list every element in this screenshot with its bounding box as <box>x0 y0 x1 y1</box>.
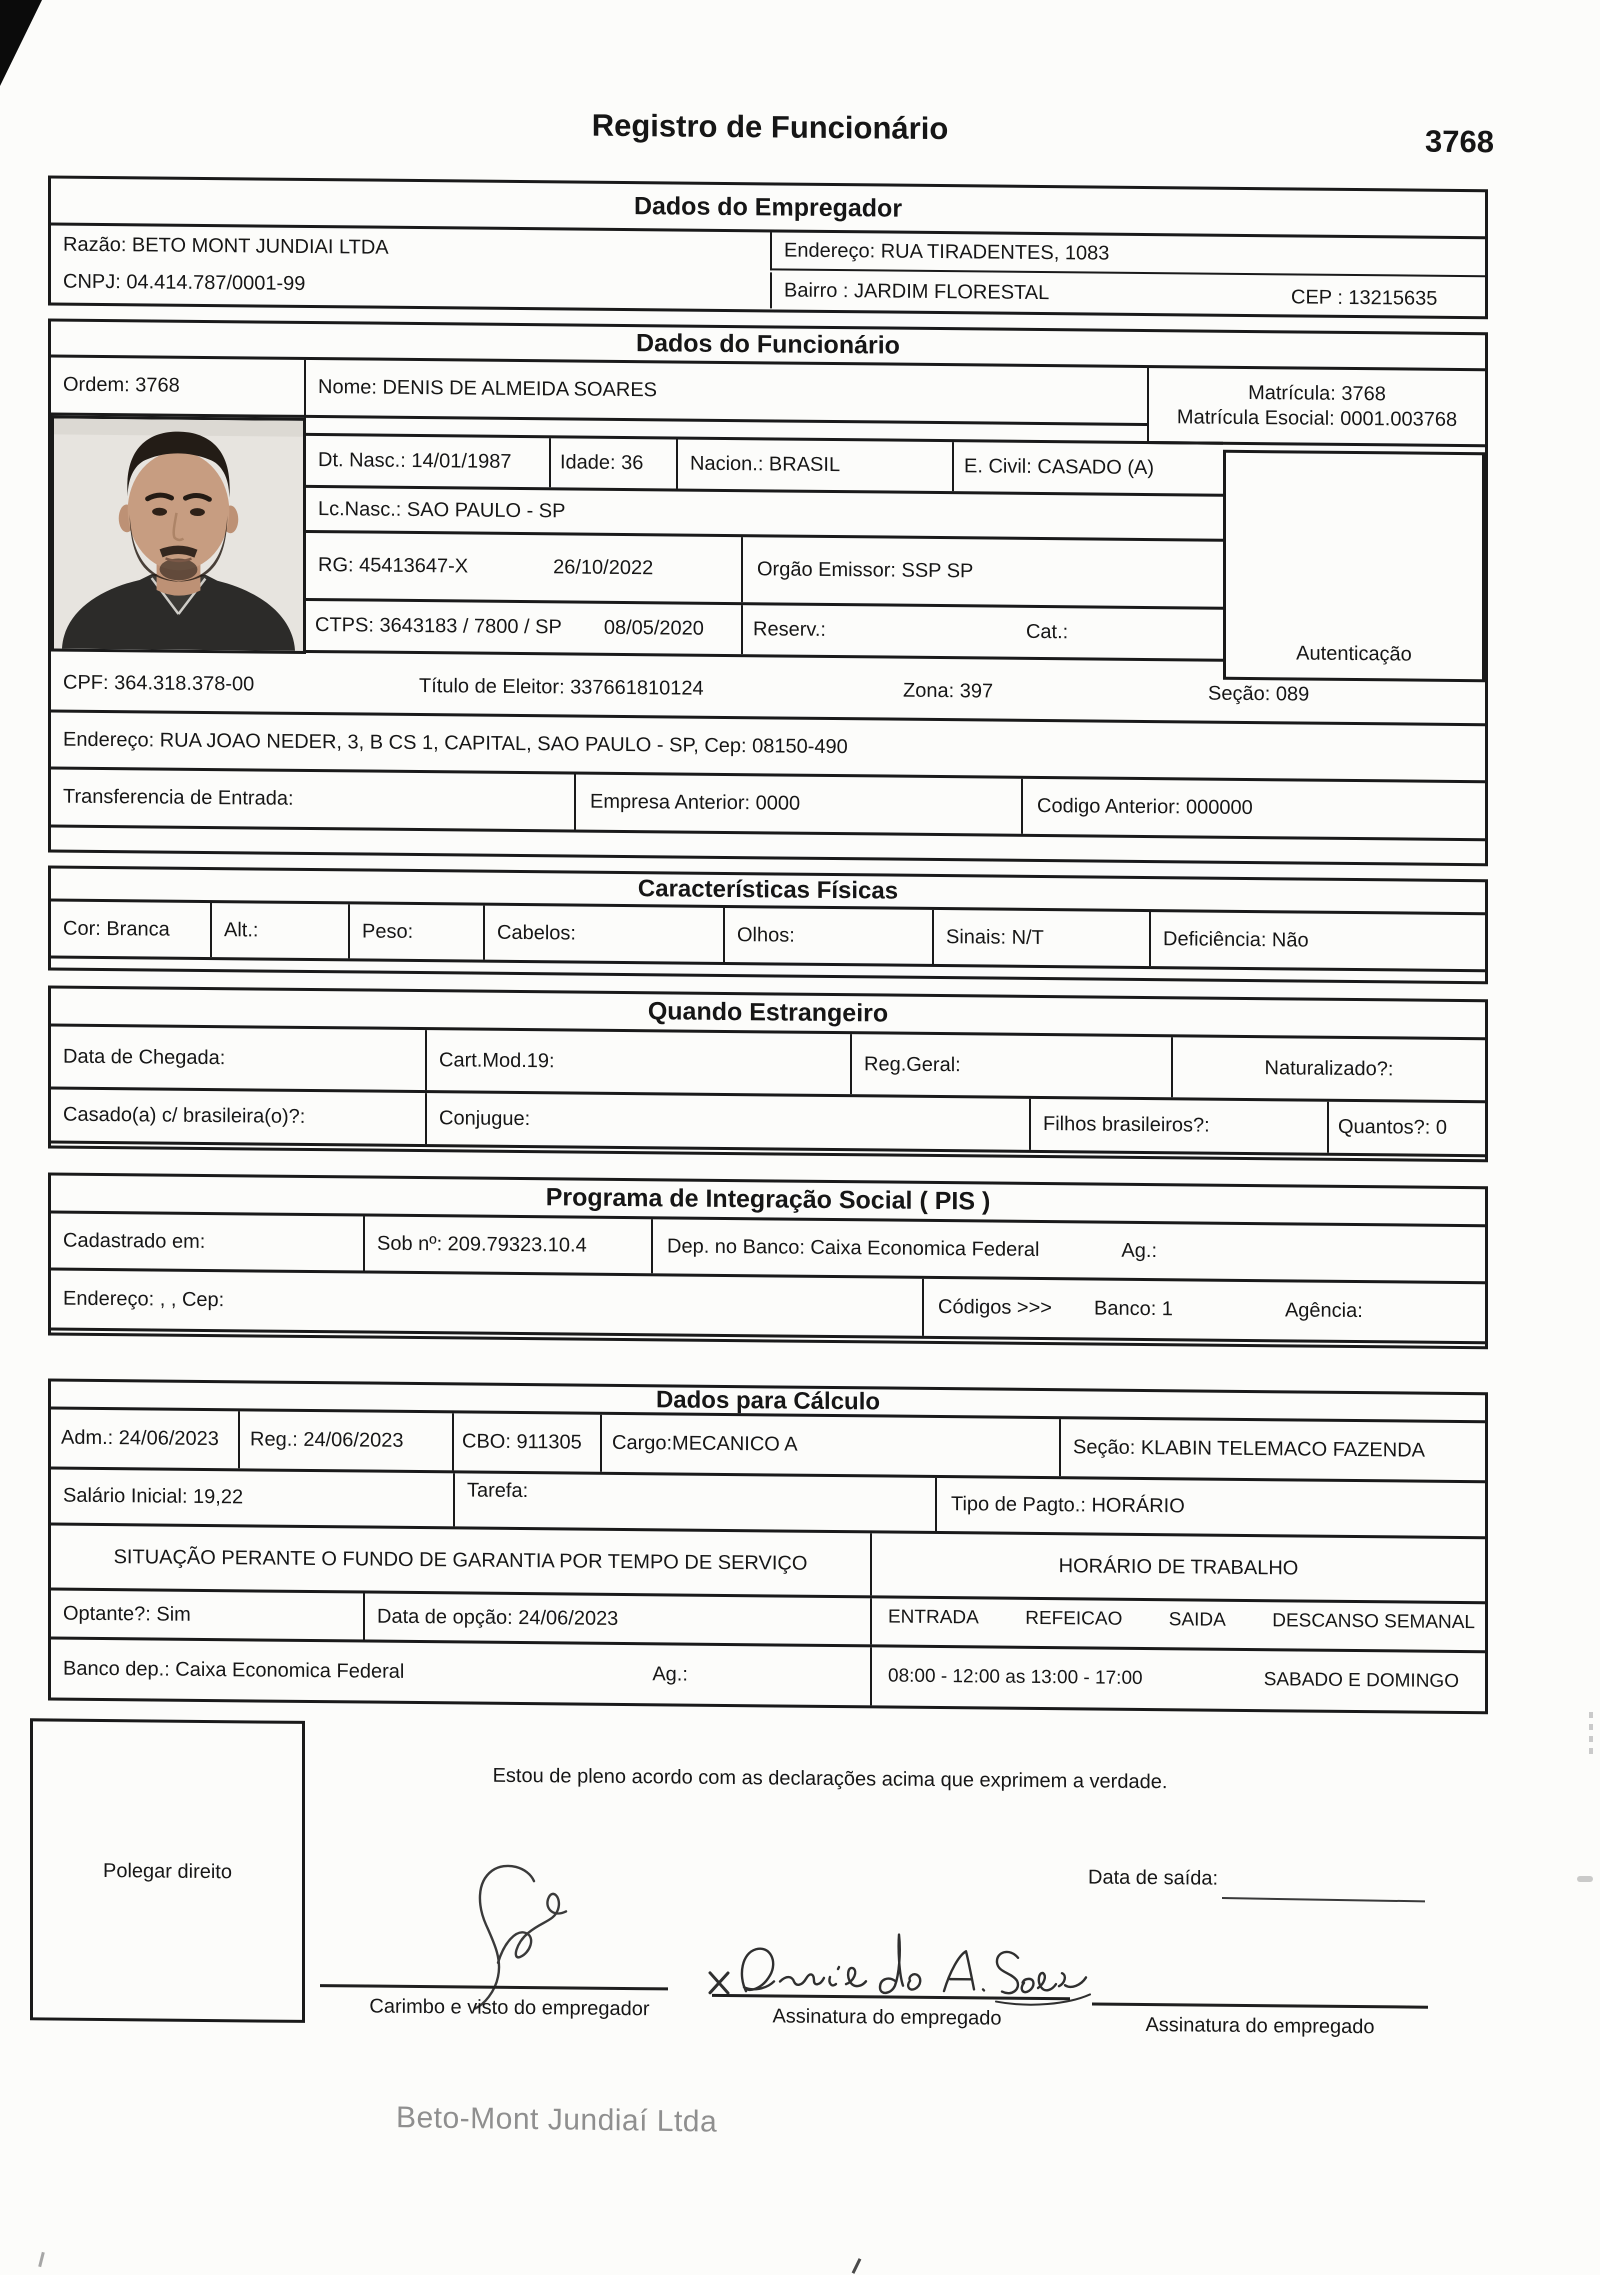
field-nome: Nome: DENIS DE ALMEIDA SOARES <box>306 360 1147 426</box>
field-banco: Banco: 1 <box>1093 1297 1173 1321</box>
field-titulo-eleitor: Título de Eleitor: 337661810124 <box>419 674 704 700</box>
field-filhos-brasileiros: Filhos brasileiros?: <box>1031 1099 1329 1153</box>
section-header-calculo: Dados para Cálculo <box>51 1381 1485 1423</box>
field-tarefa: Tarefa: <box>455 1473 937 1531</box>
section-dados-empregador <box>48 175 1488 319</box>
field-tipo-pagto: Tipo de Pagto.: HORÁRIO <box>951 1493 1185 1518</box>
field-cadastrado-em: Cadastrado em: <box>51 1213 365 1270</box>
employee-photo <box>54 419 303 651</box>
section-dados-funcionario <box>48 318 1488 866</box>
section-header-empregador: Dados do Empregador <box>51 178 1485 239</box>
field-deficiencia: Deficiência: Não <box>1163 927 1309 952</box>
field-ctps: CTPS: 3643183 / 7800 / SP <box>315 614 562 639</box>
field-secao-trabalho: Seção: KLABIN TELEMACO FAZENDA <box>1073 1436 1425 1462</box>
field-data-opcao: Data de opção: 24/06/2023 <box>365 1594 872 1645</box>
section-header-fisicas: Características Físicas <box>51 868 1485 915</box>
field-ordem: Ordem: 3768 <box>51 357 306 417</box>
field-calculo-ag: Ag.: <box>652 1662 688 1686</box>
field-cor: Cor: Branca <box>51 901 212 957</box>
page-number: 3768 <box>1425 123 1494 160</box>
field-nacion: Nacion.: BRASIL <box>678 440 954 492</box>
scan-mark-right-2 <box>1577 1876 1593 1882</box>
field-idade: Idade: 36 <box>551 438 678 488</box>
section-header-pis: Programa de Integração Social ( PIS ) <box>51 1175 1485 1227</box>
data-saida-line <box>1222 1897 1425 1902</box>
col-refeicao: REFEICAO <box>1025 1607 1123 1630</box>
col-entrada: ENTRADA <box>888 1606 979 1629</box>
autenticacao-box <box>1223 450 1485 683</box>
field-transferencia: Transferencia de Entrada: <box>51 769 576 829</box>
field-naturalizado: Naturalizado?: <box>1264 1056 1394 1080</box>
field-zona: Zona: 397 <box>903 679 994 703</box>
field-alt: Alt.: <box>212 903 350 958</box>
employee-signature <box>700 1923 1092 2019</box>
field-endereco-funcionario: Endereço: RUA JOAO NEDER, 3, B CS 1, CAPITAL, SAO PAULO - SP, Cep: 08150-490 <box>51 712 1485 783</box>
field-reg: Reg.: 24/06/2023 <box>240 1411 454 1470</box>
field-salario-inicial: Salário Inicial: 19,22 <box>51 1469 455 1526</box>
field-agencia: Agência: <box>1284 1299 1363 1323</box>
field-dep-banco: Dep. no Banco: Caixa Economica Federal <box>667 1234 1040 1261</box>
field-razao: Razão: BETO MONT JUNDIAI LTDA <box>63 233 389 259</box>
field-conjugue: Conjugue: <box>427 1093 1031 1150</box>
field-cabelos: Cabelos: <box>485 906 725 962</box>
declaration-text: Estou de pleno acordo com as declarações acima que exprimem a verdade. <box>492 1764 1168 1794</box>
data-saida-label: Data de saída: <box>1088 1866 1219 1890</box>
field-horario-expediente: 08:00 - 12:00 as 13:00 - 17:00 <box>888 1665 1143 1689</box>
field-reg-geral: Reg.Geral: <box>852 1034 1173 1097</box>
field-cargo: Cargo:MECANICO A <box>602 1415 1061 1476</box>
col-descanso: DESCANSO SEMANAL <box>1272 1610 1475 1634</box>
section-quando-estrangeiro <box>48 985 1488 1162</box>
field-matricula-esocial: Matrícula Esocial: 0001.003768 <box>1176 405 1458 431</box>
field-codigo-anterior: Codigo Anterior: 000000 <box>1037 794 1253 820</box>
fgts-header: SITUAÇÃO PERANTE O FUNDO DE GARANTIA POR TEMPO DE SERVIÇO <box>51 1525 872 1595</box>
field-bairro: Bairro : JARDIM FLORESTAL <box>770 272 1230 312</box>
field-dt-nasc: Dt. Nasc.: 14/01/1987 <box>306 436 551 487</box>
field-data-chegada: Data de Chegada: <box>51 1026 427 1090</box>
field-optante: Optante?: Sim <box>51 1590 365 1639</box>
field-adm: Adm.: 24/06/2023 <box>51 1409 240 1468</box>
signature-line-employee-2 <box>1092 2002 1428 2008</box>
assinatura-label-1: Assinatura do empregado <box>772 2005 1002 2030</box>
field-sob-no: Sob nº: 209.79323.10.4 <box>365 1217 653 1274</box>
field-codigos: Códigos >>> <box>938 1296 1052 1320</box>
field-secao-eleitoral: Seção: 089 <box>1208 682 1310 706</box>
field-rg-data: 26/10/2022 <box>553 556 654 580</box>
assinatura-label-2: Assinatura do empregado <box>1145 2013 1375 2039</box>
field-pis-endereco: Endereço: , , Cep: <box>51 1270 924 1335</box>
field-estado-civil: E. Civil: CASADO (A) <box>964 455 1155 480</box>
field-cnpj: CNPJ: 04.414.787/0001-99 <box>63 270 306 295</box>
section-pis <box>48 1172 1488 1349</box>
autenticacao-label: Autenticação <box>1296 642 1412 666</box>
horario-trabalho-header: HORÁRIO DE TRABALHO <box>1058 1554 1299 1579</box>
field-banco-dep: Banco dep.: Caixa Economica Federal <box>63 1657 405 1683</box>
employee-photo-frame <box>51 415 306 653</box>
field-pis-ag: Ag.: <box>1121 1239 1157 1262</box>
field-casado-brasileira: Casado(a) c/ brasileira(o)?: <box>51 1089 427 1144</box>
form-title: Registro de Funcionário <box>591 107 949 147</box>
carimbo-label: Carimbo e visto do empregador <box>369 1995 650 2021</box>
field-ctps-data: 08/05/2020 <box>603 616 704 640</box>
section-dados-calculo <box>48 1378 1488 1714</box>
field-matricula: Matrícula: 3768 <box>1248 381 1386 405</box>
field-peso: Peso: <box>350 904 485 959</box>
field-reserv: Reserv.: <box>753 618 826 641</box>
field-quantos: Quantos?: 0 <box>1338 1115 1447 1139</box>
field-lc-nasc: Lc.Nasc.: SAO PAULO - SP <box>306 488 1223 542</box>
field-empresa-anterior: Empresa Anterior: 0000 <box>576 775 1023 834</box>
section-header-estrangeiro: Quando Estrangeiro <box>51 988 1485 1040</box>
section-caracteristicas-fisicas <box>48 865 1488 984</box>
field-endereco-empregador: Endereço: RUA TIRADENTES, 1083 <box>770 232 1485 277</box>
section-header-funcionario: Dados do Funcionário <box>51 321 1485 371</box>
field-sinais: Sinais: N/T <box>934 910 1151 966</box>
col-saida: SAIDA <box>1168 1609 1226 1631</box>
field-cat: Cat.: <box>1025 620 1069 644</box>
field-cep: CEP : 13215635 <box>1291 285 1438 310</box>
company-stamp: Beto-Mont Jundiaí Ltda <box>395 2101 718 2139</box>
field-orgao-emissor: Orgão Emissor: SSP SP <box>757 558 974 583</box>
field-rg: RG: 45413647-X <box>318 554 469 578</box>
field-cbo: CBO: 911305 <box>454 1413 602 1471</box>
polegar-direito-label: Polegar direito <box>103 1859 232 1884</box>
field-olhos: Olhos: <box>725 908 934 964</box>
field-cpf: CPF: 364.318.378-00 <box>63 671 255 695</box>
scan-mark-right-1 <box>1589 1712 1593 1760</box>
field-dias-folga: SABADO E DOMINGO <box>1263 1669 1459 1693</box>
field-cart-mod: Cart.Mod.19: <box>427 1030 852 1094</box>
